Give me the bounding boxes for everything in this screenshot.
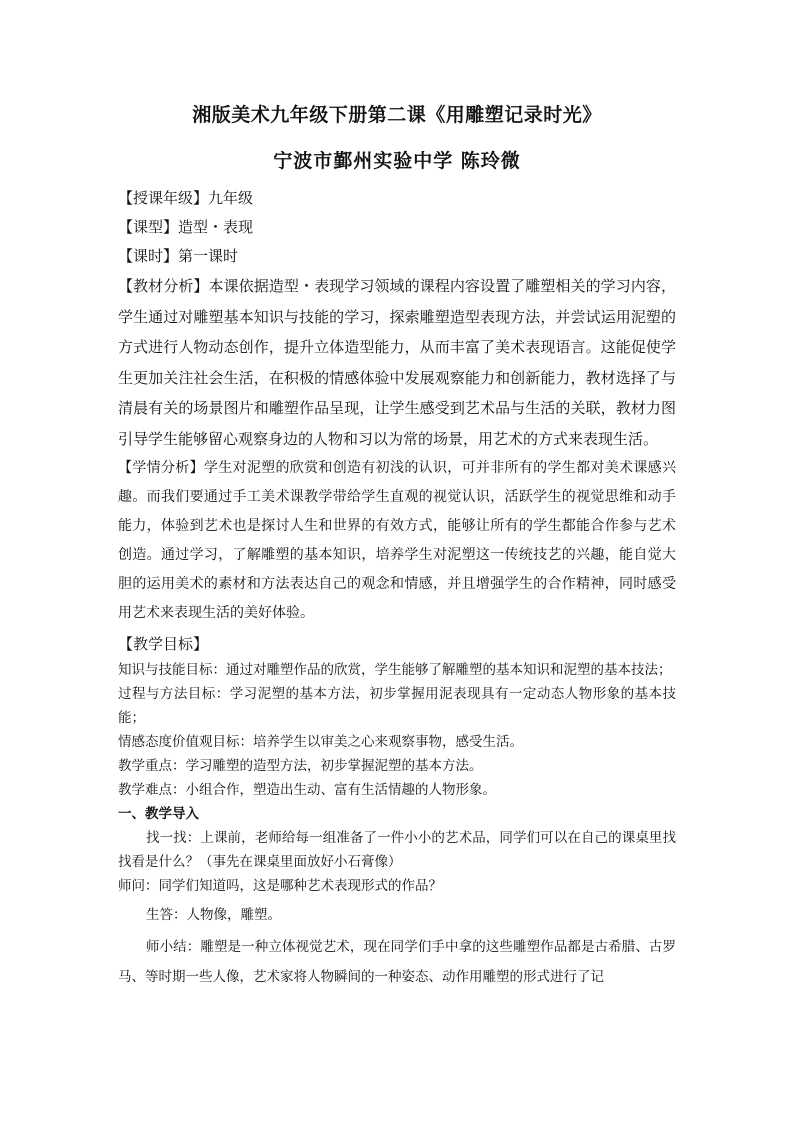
- difficult-point: 教学难点：小组合作，塑造出生动、富有生活情趣的人物形象。: [118, 782, 496, 798]
- student-analysis-paragraph: 【学情分析】学生对泥塑的欣赏和创造有初浅的认识，可并非所有的学生都对美术课感兴趣。而我们要通过手工美术课教学带给学生直观的视觉认识，活跃学生的视觉思维和动手能力，体验到艺术也是探讨人生和世界的有效方式，能够让所有的学生都能合作参与艺术创造。通过学习，了解雕塑的基本知识，培养学生对泥塑这一传统技艺的兴趣，能自觉大胆的运用美术的素材和方法表达自己的观念和情感，并且增强学生的合作精神，同时感受用艺术来表现生活的美好体验。: [118, 460, 676, 621]
- lesson-hours-line: 【课时】第一课时: [118, 247, 239, 265]
- teacher-question: 师问：同学们知道吗，这是哪种艺术表现形式的作品？: [118, 878, 442, 894]
- teacher-summary-paragraph: 师小结：雕塑是一种立体视觉艺术，现在同学们手中拿的这些雕塑作品都是古希腊、古罗马、等时期一些人像，艺术家将人物瞬间的一种姿态、动作用雕塑的形式进行了记: [118, 939, 676, 985]
- grade-line: 【授课年级】九年级: [118, 189, 254, 207]
- objective-knowledge: 知识与技能目标：通过对雕塑作品的欣赏，学生能够了解雕塑的基本知识和泥塑的基本技法；: [118, 662, 672, 678]
- document-title: 湘版美术九年级下册第二课《用雕塑记录时光》: [192, 104, 602, 126]
- textbook-analysis-paragraph: 【教材分析】本课依据造型・表现学习领域的课程内容设置了雕塑相关的学习内容，学生通过对雕塑基本知识与技能的学习，探索雕塑造型表现方法，并尝试运用泥塑的方式进行人物动态创作，提升立体造型能力，从而丰富了美术表现语言。这能促使学生更加关注社会生活，在积极的情感体验中发展观察能力和创新能力，教材选择了与清晨有关的场景图片和雕塑作品呈现，让学生感受到艺术品与生活的关联，教材力图引导学生能够留心观察身边的人物和习以为常的场景，用艺术的方式来表现生活。: [118, 277, 676, 448]
- objective-process: 过程与方法目标：学习泥塑的基本方法，初步掌握用泥表现具有一定动态人物形象的基本技能；: [118, 686, 676, 726]
- section-heading-intro: 一、教学导入: [118, 806, 199, 822]
- author-line: 宁波市鄞州实验中学 陈玲微: [273, 150, 521, 172]
- key-point: 教学重点：学习雕塑的造型方法，初步掌握泥塑的基本方法。: [118, 758, 483, 774]
- intro-find-paragraph: 找一找：上课前，老师给每一组准备了一件小小的艺术品，同学们可以在自己的课桌里找找看是什么？（事先在课桌里面放好小石膏像）: [118, 830, 676, 870]
- objectives-heading: 【教学目标】: [118, 635, 209, 653]
- document-body: [118, 184, 676, 992]
- objective-emotion: 情感态度价值观目标：培养学生以审美之心来观察事物，感受生活。: [118, 734, 523, 750]
- lesson-type-line: 【课型】造型・表现: [118, 218, 254, 236]
- student-answer: 生答：人物像，雕塑。: [146, 907, 281, 923]
